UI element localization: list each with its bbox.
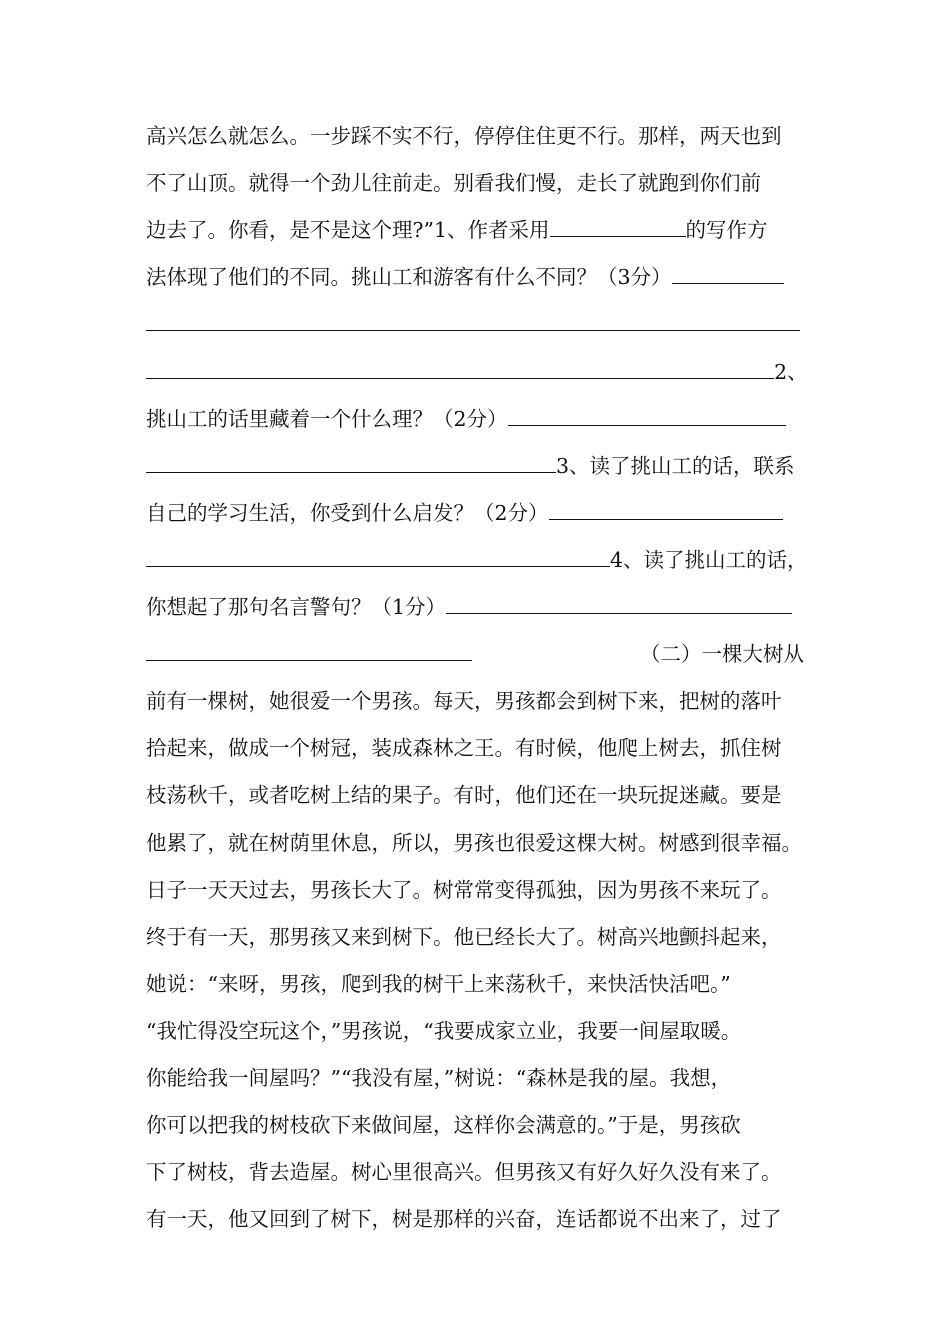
answer-blank[interactable] xyxy=(146,642,472,661)
line-text: 终于有一天，那男孩又来到树下。他已经长大了。树高兴地颤抖起来， xyxy=(146,924,782,949)
line-text: 日子一天天过去，男孩长大了。树常常变得孤独，因为男孩不来玩了。 xyxy=(146,877,782,902)
text-line xyxy=(146,163,808,203)
line-text: 不了山顶。就得一个劲儿往前走。别看我们慢，走长了就跑到你们前 xyxy=(146,171,761,196)
text-line xyxy=(146,1152,808,1192)
line-text: 法体现了他们的不同。挑山工和游客有什么不同？（3分） xyxy=(146,265,672,290)
text-line xyxy=(146,1058,808,1098)
text-line xyxy=(146,823,808,863)
text-line xyxy=(146,116,808,156)
line-text: 高兴怎么就怎么。一步踩不实不行，停停住住更不行。那样，两天也到 xyxy=(146,124,782,148)
text-line xyxy=(146,446,808,486)
text-line xyxy=(146,1105,808,1145)
line-text: （二）一棵大树从 xyxy=(640,642,804,667)
line-text: 她说：“来呀，男孩，爬到我的树干上来荡秋千，来快活快活吧。” xyxy=(146,971,731,996)
answer-blank[interactable] xyxy=(146,548,610,567)
line-text: 边去了。你看，是不是这个理?”1、作者采用 xyxy=(146,218,550,243)
answer-blank[interactable] xyxy=(146,360,774,379)
line-text: 挑山工的话里藏着一个什么理？（2分） xyxy=(146,406,508,431)
text-line xyxy=(146,587,808,627)
text-line xyxy=(146,1199,808,1239)
line-text: 下了树枝，背去造屋。树心里很高兴。但男孩又有好久好久没有来了。 xyxy=(146,1160,782,1185)
text-line xyxy=(146,210,808,250)
line-text: “我忙得没空玩这个，”男孩说，“我要成家立业，我要一间屋取暖。 xyxy=(146,1018,742,1043)
text-line xyxy=(146,257,808,297)
text-line xyxy=(146,917,808,957)
line-text: 前有一棵树，她很爱一个男孩。每天，男孩都会到树下来，把树的落叶 xyxy=(146,689,782,714)
line-text: 有一天，他又回到了树下，树是那样的兴奋，连话都说不出来了，过了 xyxy=(146,1207,782,1232)
text-line xyxy=(146,540,808,580)
text-line xyxy=(146,728,808,768)
text-line xyxy=(146,775,808,815)
answer-blank[interactable] xyxy=(446,595,792,614)
answer-blank[interactable] xyxy=(146,454,556,473)
answer-blank[interactable] xyxy=(146,312,800,331)
answer-blank[interactable] xyxy=(672,265,784,284)
line-text: 他累了，就在树荫里休息，所以，男孩也很爱这棵大树。树感到很幸福。 xyxy=(146,830,802,855)
line-text: 你能给我一间屋吗？”“我没有屋，”树说：“森林是我的屋。我想， xyxy=(146,1066,732,1090)
line-text: 自己的学习生活，你受到什么启发？（2分） xyxy=(146,500,549,525)
text-line xyxy=(146,964,808,1004)
line-text: 你想起了那句名言警句？（1分） xyxy=(146,595,447,619)
text-line xyxy=(146,634,808,674)
line-text: 你可以把我的树枝砍下来做间屋，这样你会满意的。”于是，男孩砍 xyxy=(146,1113,741,1138)
text-line xyxy=(146,493,808,533)
line-text: 4、读了挑山工的话， xyxy=(610,547,808,572)
text-line xyxy=(146,681,808,721)
text-line xyxy=(146,399,808,439)
line-text: 3、读了挑山工的话，联系 xyxy=(556,453,795,478)
answer-blank[interactable] xyxy=(508,407,786,426)
text-line xyxy=(146,304,808,344)
text-line xyxy=(146,1011,808,1051)
line-text: 的写作方 xyxy=(685,218,768,243)
answer-blank[interactable] xyxy=(549,501,783,520)
text-line xyxy=(146,870,808,910)
answer-blank[interactable] xyxy=(550,218,686,237)
text-line xyxy=(146,352,806,392)
line-text: 枝荡秋千，或者吃树上结的果子。有时，他们还在一块玩捉迷藏。要是 xyxy=(146,783,782,808)
line-text: 2、 xyxy=(774,359,808,384)
line-text: 拾起来，做成一个树冠，装成森林之王。有时候，他爬上树去，抓住树 xyxy=(146,736,782,761)
